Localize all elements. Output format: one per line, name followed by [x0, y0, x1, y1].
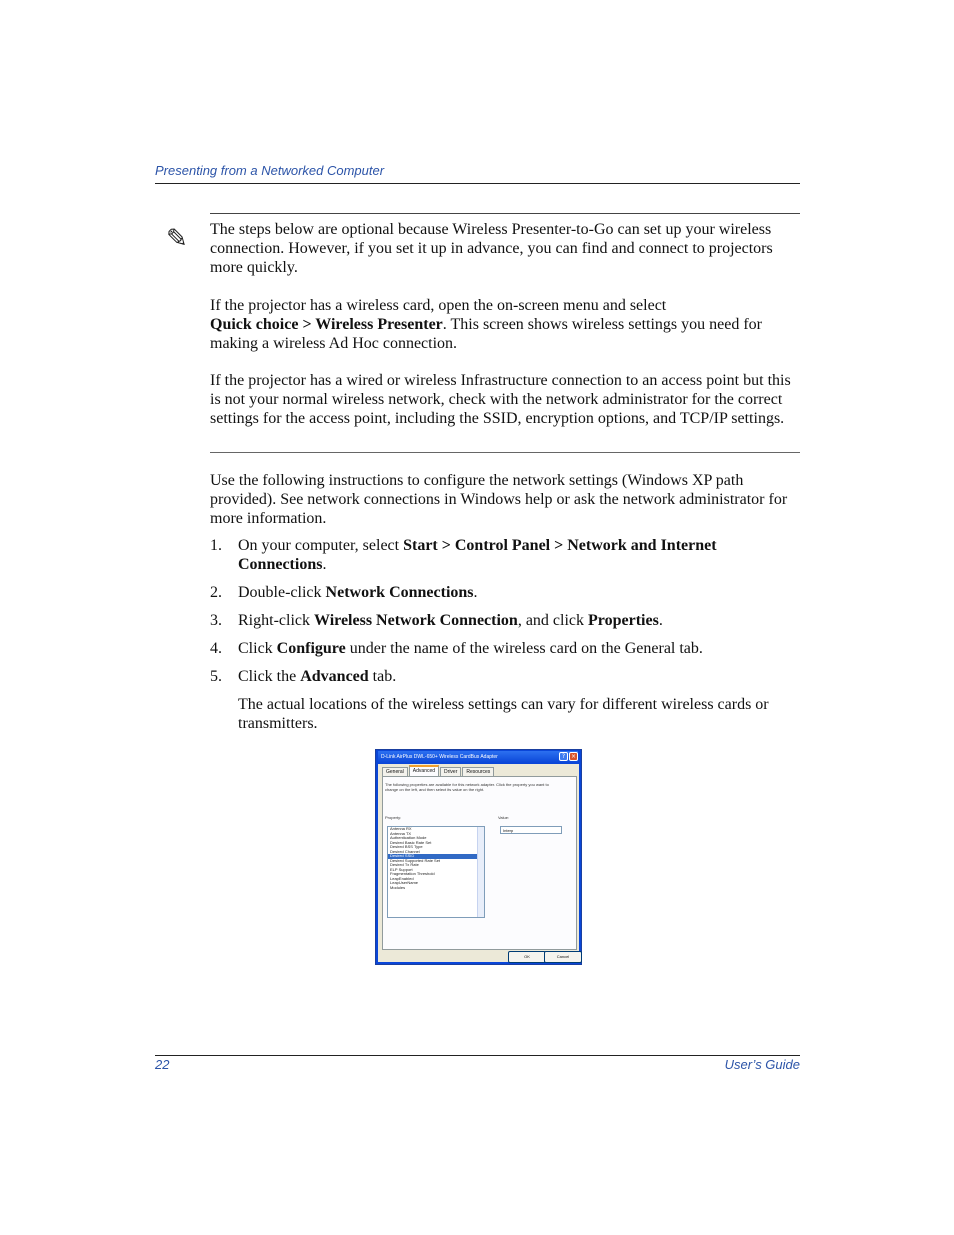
- tab-general: General: [382, 767, 408, 776]
- list-item-selected: Desired SSID: [388, 854, 484, 859]
- list-item: Fragmentation Threshold: [390, 871, 435, 876]
- step-text: [238, 667, 800, 686]
- guide-title: User’s Guide: [724, 1057, 800, 1072]
- step-4: [210, 639, 800, 658]
- property-list: [387, 826, 485, 918]
- step-text-pre: Click the: [238, 668, 301, 685]
- note-bottom-rule: [210, 452, 800, 453]
- step-text-post: under the name of the wireless card on the General tab.: [345, 640, 703, 657]
- list-item: Desired Supported Rate Set: [390, 857, 441, 863]
- list-item: Antenna TX: [390, 830, 412, 836]
- close-icon: ×: [570, 753, 577, 760]
- step-text-post: .: [473, 584, 478, 601]
- list-item: Modules: [390, 884, 406, 890]
- footer-rule: [155, 1055, 800, 1056]
- step-number: 4.: [210, 640, 222, 657]
- intro-paragraph: Use the following instructions to configure the network settings (Windows XP path provided). See network connections in Windows help or ask the network administrator for more information.: [210, 472, 788, 527]
- list-item: Authentication Mode: [390, 835, 427, 840]
- tab-resources: Resources: [462, 767, 494, 776]
- step-text: [238, 583, 800, 602]
- step-3: [210, 611, 800, 630]
- panel-description: The following properties are available for this network adapter. Click the property you want to change on the left, and then select its value on the right.: [385, 782, 549, 792]
- step-text: [238, 639, 800, 658]
- step-text: [238, 611, 800, 630]
- header-rule: [155, 183, 800, 184]
- step-text: [238, 536, 800, 574]
- step-text-bold: Network Connections: [325, 584, 474, 601]
- value-field: Interp: [500, 826, 562, 834]
- ok-button: OK: [508, 951, 546, 963]
- dialog-tabs: [382, 767, 495, 776]
- step-text-post: .: [658, 612, 663, 629]
- step-1: [210, 536, 800, 574]
- step-text-bold: Wireless Network Connection: [313, 612, 518, 629]
- note-paragraph-2-pre: If the projector has a wireless card, open the on-screen menu and select: [210, 297, 667, 314]
- running-header: Presenting from a Networked Computer: [155, 163, 385, 178]
- tab-advanced: Advanced: [409, 765, 439, 776]
- note-paragraph-2: [210, 296, 800, 353]
- list-item: LeapEnabled: [390, 875, 414, 881]
- step-text-mid: , and click: [517, 612, 589, 629]
- tab-driver: Driver: [440, 767, 461, 776]
- step-text-pre: Right-click: [238, 612, 314, 629]
- step-text-bold: Advanced: [300, 668, 369, 685]
- dialog-title: D-Link AirPlus DWL-650+ Wireless CardBus Adapter: [378, 751, 578, 763]
- list-item: LeapUserName: [390, 880, 419, 885]
- dialog-body: [378, 764, 579, 962]
- step-number: 3.: [210, 612, 222, 629]
- list-item: Desired Basic Rate Set: [390, 839, 432, 845]
- note-paragraph-1: The steps below are optional because Wireless Presenter-to-Go can set up your wireless connection. However, if you set it up in advance, you can find and connect to projectors more quickly.: [210, 221, 773, 276]
- step-number: 2.: [210, 584, 222, 601]
- step-text-pre: On your computer, select: [238, 537, 404, 554]
- step-text-pre: Double-click: [238, 584, 326, 601]
- step-2: [210, 583, 800, 602]
- list-scrollbar: [477, 827, 484, 917]
- step-number: 5.: [210, 668, 222, 685]
- step-text-post: .: [322, 556, 327, 573]
- note-paragraph-3: If the projector has a wired or wireless Infrastructure connection to an access point but this is not your normal wireless network, check with the network administrator for the correct settings for the access point, including the SSID, encryption options, and TCP/IP settings.: [210, 372, 791, 427]
- step-5: [210, 667, 800, 686]
- list-item: Desired Tx Rate: [390, 862, 419, 867]
- step-note: The actual locations of the wireless settings can vary for different wireless cards or transmitters.: [238, 696, 769, 732]
- note-top-rule: [210, 213, 800, 214]
- value-label: Value:: [498, 815, 510, 820]
- note-paragraph-2-bold: Quick choice > Wireless Presenter: [210, 316, 443, 333]
- list-item: ELP Support: [390, 866, 413, 872]
- step-text-bold: Start > Control Panel > Network and Internet Connections: [238, 537, 717, 573]
- cancel-button: Cancel: [544, 951, 582, 963]
- properties-dialog-screenshot: [375, 749, 582, 965]
- help-icon: ?: [559, 752, 568, 761]
- step-text-bold-2: Properties: [588, 612, 659, 629]
- step-number: 1.: [210, 537, 222, 554]
- step-text-pre: Click: [238, 640, 277, 657]
- list-item: Desired Channel: [390, 848, 420, 854]
- dialog-title-buttons: [559, 752, 578, 761]
- step-text-post: tab.: [368, 668, 397, 685]
- property-label: Property:: [385, 815, 402, 820]
- step-text-bold: Configure: [276, 640, 346, 657]
- list-item: Antenna RX: [390, 826, 412, 831]
- note-paragraph-2-post: . This screen shows wireless settings you need for making a wireless Ad Hoc connection.: [210, 316, 762, 352]
- pencil-icon: ✎: [166, 224, 188, 254]
- page-number: 22: [155, 1057, 170, 1072]
- list-item: Desired BSS Type: [390, 844, 423, 849]
